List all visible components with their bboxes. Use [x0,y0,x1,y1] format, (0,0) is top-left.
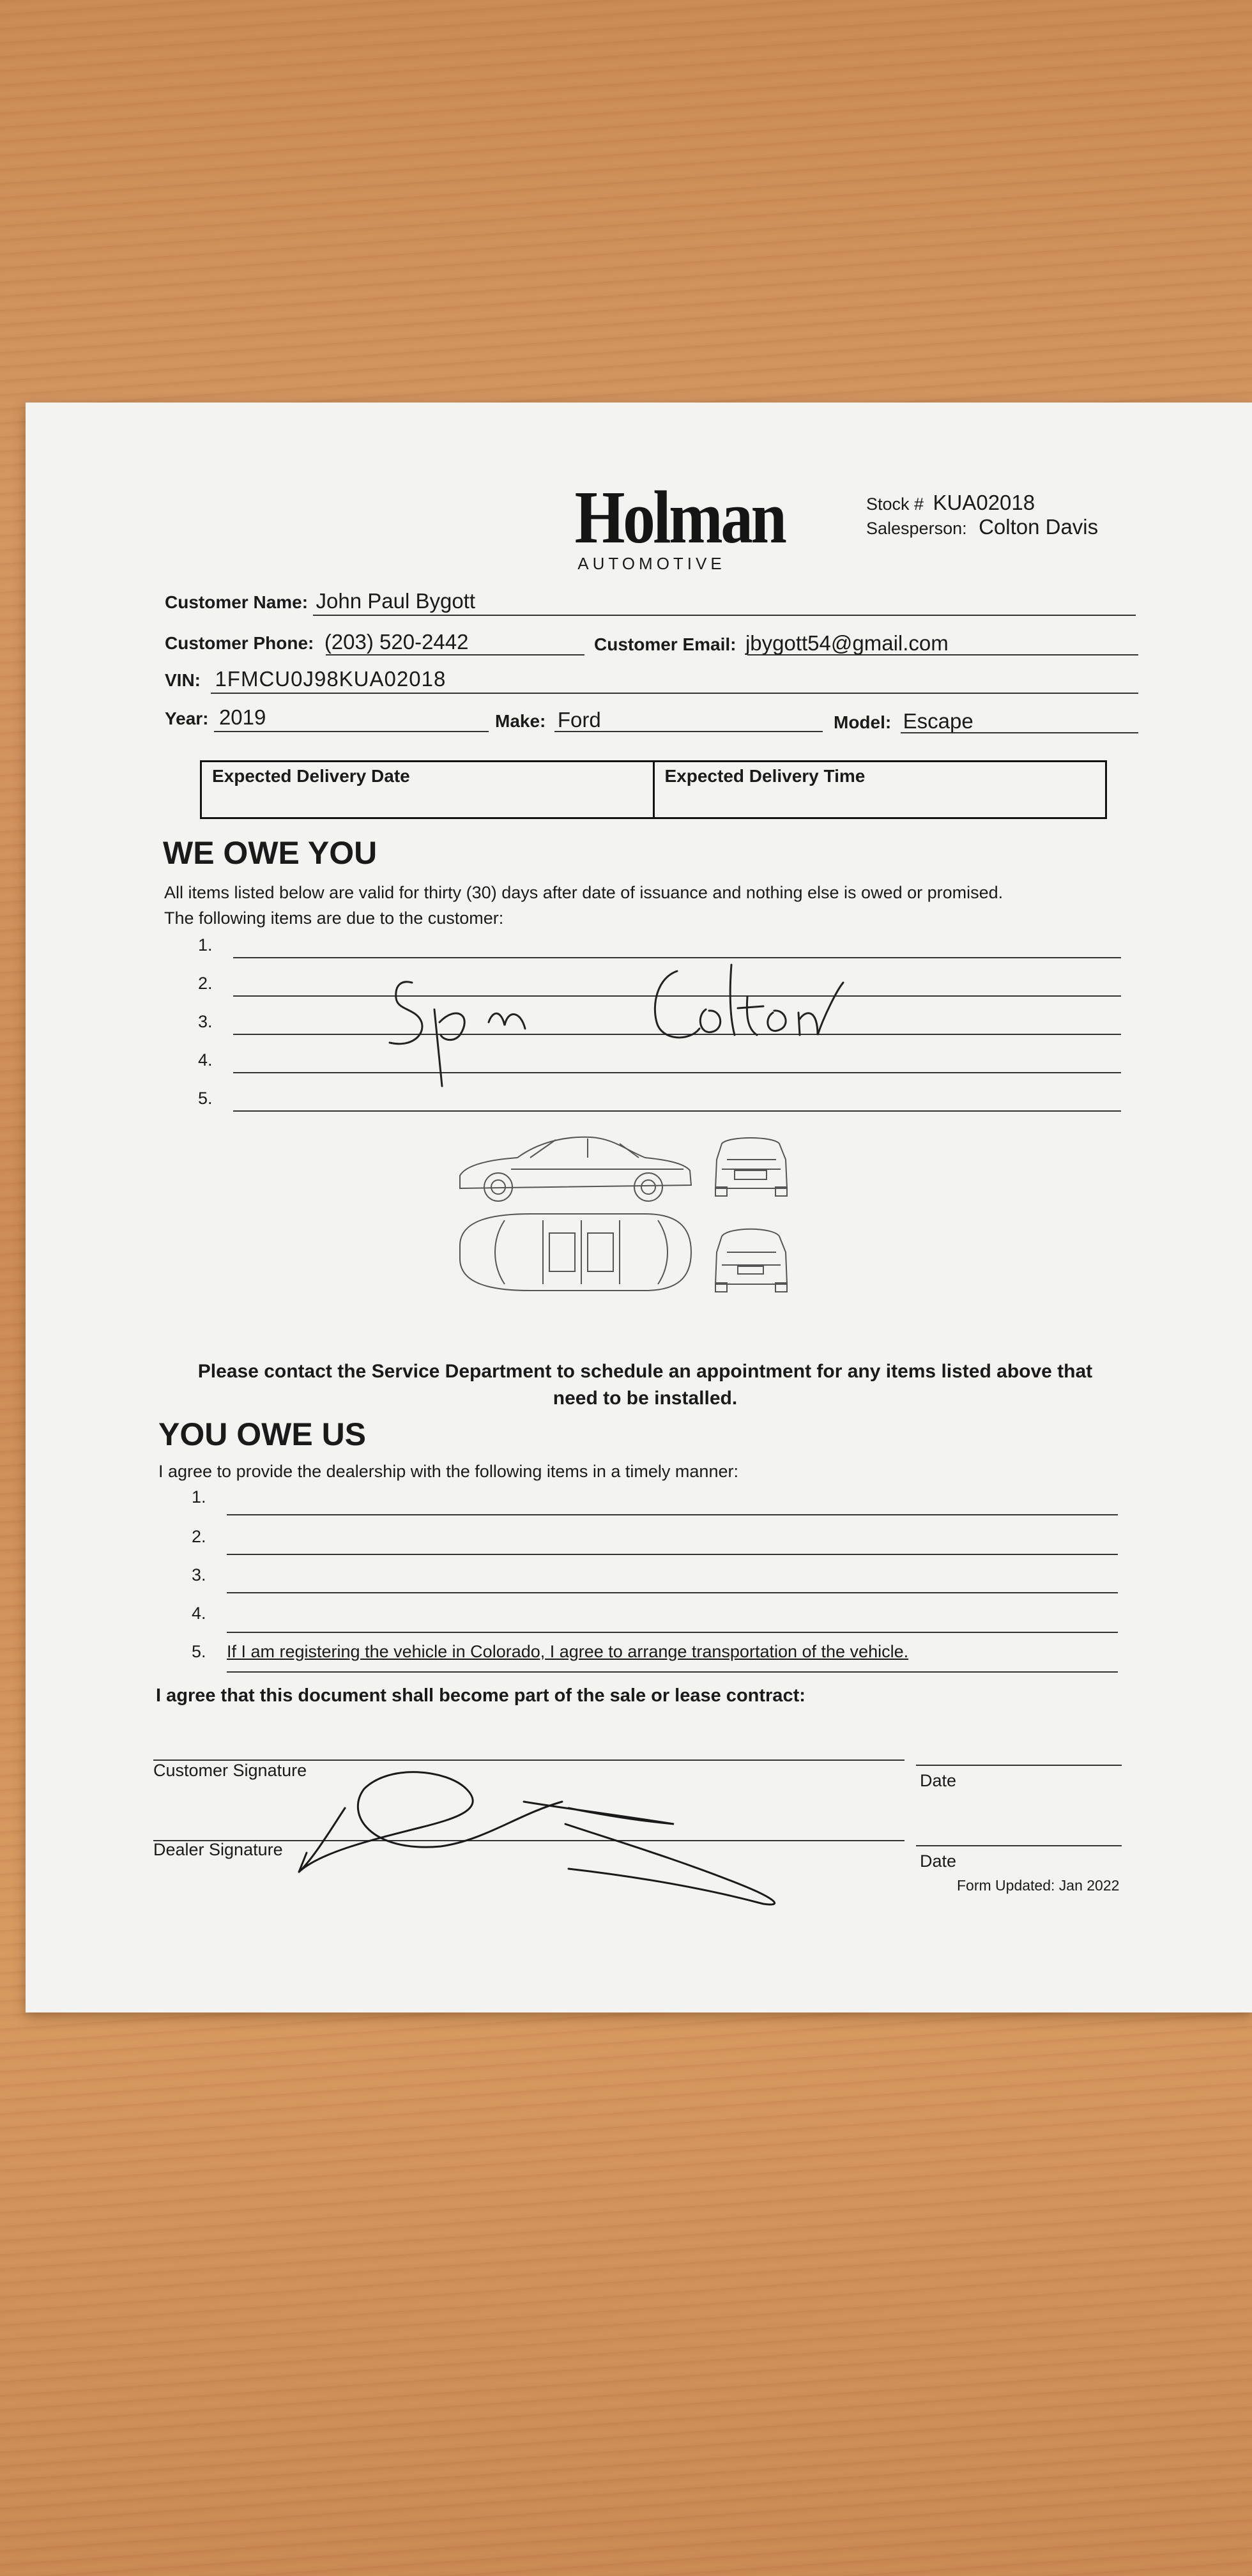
we-owe-you-intro-text: The following items are due to the customer: [164,908,504,928]
we-owe-item-number: 4. [198,1050,213,1070]
you-owe-item-number: 3. [192,1565,206,1584]
you-owe-item-number: 5. [192,1642,206,1661]
you-owe-us-heading: YOU OWE US [158,1416,367,1452]
customer-name-label: Customer Name: [165,592,309,612]
year-line [214,731,489,732]
you-owe-item-5-text: If I am registering the vehicle in Colorado, I agree to arrange transportation of the vehicle. [227,1642,909,1661]
form-updated-text: Form Updated: Jan 2022 [957,1877,1120,1894]
dealer-date-label: Date [920,1851,957,1871]
car-front-view-icon [715,1138,787,1196]
year-row [165,705,266,730]
handwriting-m-stroke [489,1013,525,1029]
customer-email-line [747,654,1138,656]
customer-phone-line [326,654,584,656]
salesperson-value: Colton Davis [979,515,1099,539]
you-owe-item-number: 2. [192,1527,206,1546]
stock-number-row [866,491,1035,515]
we-owe-you-heading: WE OWE YOU [163,835,378,871]
customer-phone-label: Customer Phone: [165,633,314,653]
year-value: 2019 [218,705,266,729]
stock-value: KUA02018 [933,491,1035,514]
salesperson-row [866,515,1098,539]
expected-delivery-date-cell: Expected Delivery Date [202,762,655,817]
we-owe-item-line [233,1110,1121,1112]
customer-name-value: John Paul Bygott [316,589,476,613]
car-rear-view-icon [715,1229,787,1292]
handwriting-o2-stroke [768,1011,786,1031]
agreement-text: I agree that this document shall become part of the sale or lease contract: [156,1685,805,1706]
you-owe-item-line [227,1514,1118,1515]
handwritten-note [377,952,862,1099]
customer-name-row [165,589,475,613]
dealer-signature-scribble [294,1751,856,1955]
we-owe-item-number: 5. [198,1089,213,1108]
customer-date-line [916,1765,1122,1766]
salesperson-label: Salesperson: [866,519,967,538]
make-label: Make: [495,711,546,731]
make-value: Ford [557,708,601,732]
service-notice-line-2: need to be installed. [553,1388,738,1409]
holman-logo [562,475,785,574]
handwriting-t-stroke [738,997,763,1035]
handwriting-five-stroke [390,982,422,1044]
we-owe-you-validity-text: All items listed below are valid for thirty (30) days after date of issuance and nothing else is owed or promised. [164,883,1004,902]
you-owe-item-line [227,1671,1118,1673]
handwriting-o-stroke [700,1009,720,1032]
handwriting-c-stroke [655,971,699,1038]
we-owe-item-number: 3. [198,1012,213,1031]
expected-delivery-time-cell: Expected Delivery Time [664,766,866,786]
logo-subtitle: AUTOMOTIVE [577,554,726,573]
customer-phone-row [165,630,468,654]
model-value: Escape [903,709,973,733]
you-owe-item-number: 4. [192,1604,206,1623]
car-side-view-icon [460,1137,691,1201]
handwriting-n-stroke [798,983,843,1035]
vin-value: 1FMCU0J98KUA02018 [215,667,447,691]
you-owe-item-number: 1. [192,1487,206,1506]
dealer-signature-label: Dealer Signature [153,1840,283,1859]
you-owe-us-intro-text: I agree to provide the dealership with the following items in a timely manner: [158,1462,738,1481]
customer-email-value: jbygott54@gmail.com [745,631,949,655]
make-line [554,731,823,732]
you-owe-item-line [227,1554,1118,1555]
handwriting-l-stroke [730,965,735,1035]
you-owe-item-line [227,1632,1118,1633]
model-row [834,709,973,733]
you-owe-item-line [227,1592,1118,1593]
customer-date-label: Date [920,1771,957,1790]
stock-label: Stock # [866,494,924,514]
make-row [495,708,601,732]
we-owe-item-number: 1. [198,935,213,954]
vin-line [211,693,1138,694]
customer-phone-value: (203) 520-2442 [324,630,469,654]
customer-email-label: Customer Email: [594,634,737,654]
customer-signature-label: Customer Signature [153,1761,307,1780]
service-notice-line-1: Please contact the Service Department to schedule an appointment for any items listed above that [197,1361,1093,1382]
vehicle-damage-diagram [454,1131,830,1322]
vin-row [165,667,446,691]
vin-label: VIN: [165,670,201,690]
model-line [901,732,1138,733]
customer-email-row [594,631,949,656]
dealer-date-line [916,1845,1122,1846]
model-label: Model: [834,712,892,732]
customer-name-line [313,615,1136,616]
we-owe-item-number: 2. [198,974,213,993]
handwriting-p-stroke [434,1009,464,1086]
expected-delivery-box [200,760,1107,819]
car-top-view-icon [460,1214,691,1291]
logo-wordmark: Holman [574,475,785,559]
year-label: Year: [165,709,209,728]
